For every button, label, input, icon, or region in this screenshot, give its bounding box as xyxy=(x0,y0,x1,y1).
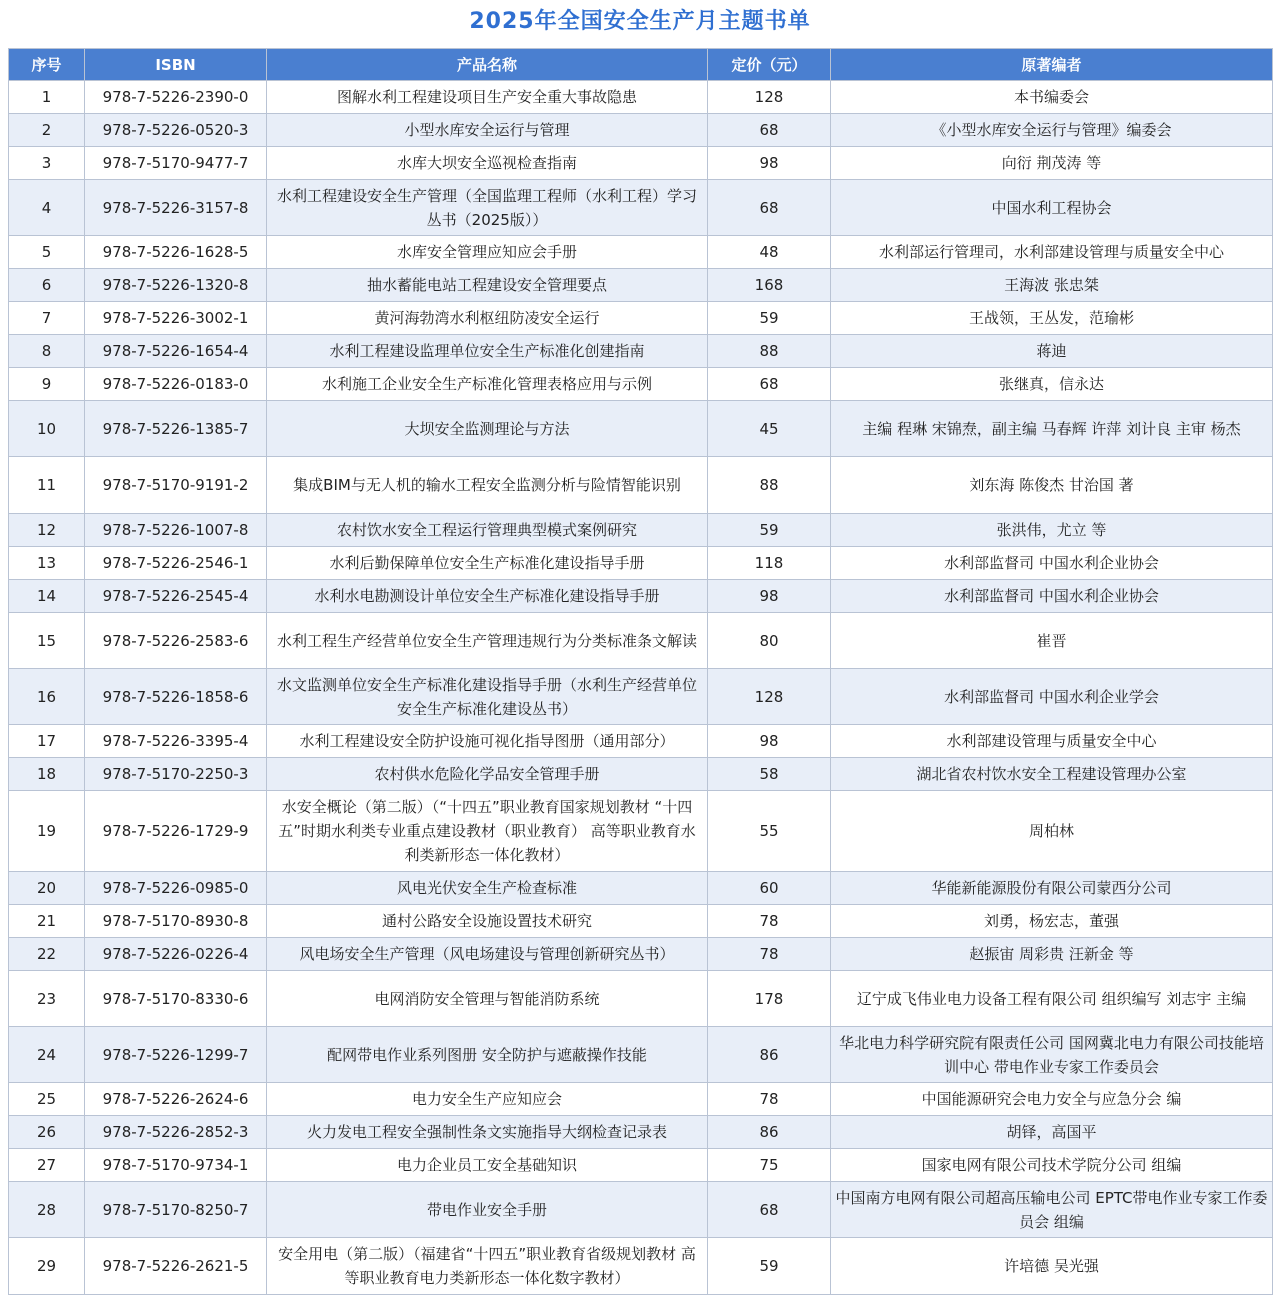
row-index: 16 xyxy=(9,669,85,725)
row-index: 24 xyxy=(9,1027,85,1083)
row-index: 17 xyxy=(9,725,85,758)
row-index: 4 xyxy=(9,180,85,236)
column-header-isbn: ISBN xyxy=(85,49,267,81)
row-isbn: 978-7-5226-1858-6 xyxy=(85,669,267,725)
row-isbn: 978-7-5226-1729-9 xyxy=(85,791,267,872)
row-author: 本书编委会 xyxy=(831,81,1273,114)
row-isbn: 978-7-5226-1007-8 xyxy=(85,514,267,547)
column-header-author: 原著编者 xyxy=(831,49,1273,81)
row-price: 68 xyxy=(708,1182,831,1238)
row-product-name: 通村公路安全设施设置技术研究 xyxy=(267,905,708,938)
row-price: 55 xyxy=(708,791,831,872)
row-product-name: 大坝安全监测理论与方法 xyxy=(267,401,708,457)
row-author: 王战领，王丛发，范瑜彬 xyxy=(831,302,1273,335)
table-row xyxy=(9,547,1273,580)
row-price: 68 xyxy=(708,114,831,147)
row-isbn: 978-7-5226-2545-4 xyxy=(85,580,267,613)
row-author: 辽宁成飞伟业电力设备工程有限公司 组织编写 刘志宇 主编 xyxy=(831,971,1273,1027)
table-header-row xyxy=(9,49,1273,81)
row-price: 59 xyxy=(708,514,831,547)
table-row xyxy=(9,1083,1273,1116)
row-price: 98 xyxy=(708,147,831,180)
row-product-name: 小型水库安全运行与管理 xyxy=(267,114,708,147)
row-price: 98 xyxy=(708,725,831,758)
row-index: 6 xyxy=(9,269,85,302)
row-author: 华能新能源股份有限公司蒙西分公司 xyxy=(831,872,1273,905)
row-index: 25 xyxy=(9,1083,85,1116)
row-author: 水利部监督司 中国水利企业学会 xyxy=(831,669,1273,725)
row-isbn: 978-7-5226-2852-3 xyxy=(85,1116,267,1149)
column-header-price: 定价（元） xyxy=(708,49,831,81)
table-row xyxy=(9,669,1273,725)
row-price: 78 xyxy=(708,938,831,971)
row-author: 周柏林 xyxy=(831,791,1273,872)
row-price: 128 xyxy=(708,669,831,725)
table-row xyxy=(9,269,1273,302)
row-author: 湖北省农村饮水安全工程建设管理办公室 xyxy=(831,758,1273,791)
table-row xyxy=(9,1238,1273,1295)
row-index: 18 xyxy=(9,758,85,791)
table-row xyxy=(9,791,1273,872)
page-title: 2025年全国安全生产月主题书单 xyxy=(469,9,811,34)
row-index: 1 xyxy=(9,81,85,114)
row-author: 崔晋 xyxy=(831,613,1273,669)
table-row xyxy=(9,114,1273,147)
row-isbn: 978-7-5170-8250-7 xyxy=(85,1182,267,1238)
table-row xyxy=(9,236,1273,269)
row-index: 26 xyxy=(9,1116,85,1149)
row-price: 80 xyxy=(708,613,831,669)
row-isbn: 978-7-5226-3157-8 xyxy=(85,180,267,236)
row-price: 128 xyxy=(708,81,831,114)
row-author: 向衍 荆茂涛 等 xyxy=(831,147,1273,180)
row-price: 86 xyxy=(708,1116,831,1149)
table-row xyxy=(9,514,1273,547)
table-row xyxy=(9,457,1273,514)
row-product-name: 电网消防安全管理与智能消防系统 xyxy=(267,971,708,1027)
table-row xyxy=(9,401,1273,457)
row-price: 78 xyxy=(708,905,831,938)
row-isbn: 978-7-5226-0985-0 xyxy=(85,872,267,905)
table-row xyxy=(9,147,1273,180)
row-isbn: 978-7-5170-9477-7 xyxy=(85,147,267,180)
row-product-name: 水利工程建设安全防护设施可视化指导图册（通用部分） xyxy=(267,725,708,758)
row-price: 68 xyxy=(708,368,831,401)
row-product-name: 风电光伏安全生产检查标准 xyxy=(267,872,708,905)
row-index: 23 xyxy=(9,971,85,1027)
row-isbn: 978-7-5226-0520-3 xyxy=(85,114,267,147)
row-author: 蒋迪 xyxy=(831,335,1273,368)
row-index: 12 xyxy=(9,514,85,547)
row-index: 3 xyxy=(9,147,85,180)
row-price: 118 xyxy=(708,547,831,580)
row-isbn: 978-7-5226-3002-1 xyxy=(85,302,267,335)
row-price: 45 xyxy=(708,401,831,457)
row-price: 48 xyxy=(708,236,831,269)
row-product-name: 水文监测单位安全生产标准化建设指导手册（水利生产经营单位安全生产标准化建设丛书） xyxy=(267,669,708,725)
row-index: 2 xyxy=(9,114,85,147)
row-product-name: 水利工程生产经营单位安全生产管理违规行为分类标准条文解读 xyxy=(267,613,708,669)
table-row xyxy=(9,872,1273,905)
row-product-name: 农村饮水安全工程运行管理典型模式案例研究 xyxy=(267,514,708,547)
row-index: 15 xyxy=(9,613,85,669)
table-row xyxy=(9,302,1273,335)
row-price: 68 xyxy=(708,180,831,236)
row-isbn: 978-7-5226-1299-7 xyxy=(85,1027,267,1083)
row-author: 主编 程琳 宋锦焘，副主编 马春辉 许萍 刘计良 主审 杨杰 xyxy=(831,401,1273,457)
row-product-name: 水库大坝安全巡视检查指南 xyxy=(267,147,708,180)
row-index: 9 xyxy=(9,368,85,401)
row-author: 水利部监督司 中国水利企业协会 xyxy=(831,580,1273,613)
row-isbn: 978-7-5226-1654-4 xyxy=(85,335,267,368)
booklist-sheet xyxy=(8,0,1272,1295)
row-author: 水利部建设管理与质量安全中心 xyxy=(831,725,1273,758)
row-price: 60 xyxy=(708,872,831,905)
table-row xyxy=(9,180,1273,236)
row-isbn: 978-7-5226-2390-0 xyxy=(85,81,267,114)
row-price: 58 xyxy=(708,758,831,791)
row-isbn: 978-7-5170-9191-2 xyxy=(85,457,267,514)
row-index: 22 xyxy=(9,938,85,971)
row-author: 张洪伟，尤立 等 xyxy=(831,514,1273,547)
row-isbn: 978-7-5226-2624-6 xyxy=(85,1083,267,1116)
row-author: 刘勇，杨宏志，董强 xyxy=(831,905,1273,938)
row-isbn: 978-7-5170-9734-1 xyxy=(85,1149,267,1182)
row-product-name: 水利后勤保障单位安全生产标准化建设指导手册 xyxy=(267,547,708,580)
row-author: 水利部运行管理司，水利部建设管理与质量安全中心 xyxy=(831,236,1273,269)
row-author: 华北电力科学研究院有限责任公司 国网冀北电力有限公司技能培训中心 带电作业专家工作委员会 xyxy=(831,1027,1273,1083)
row-product-name: 水利施工企业安全生产标准化管理表格应用与示例 xyxy=(267,368,708,401)
row-price: 98 xyxy=(708,580,831,613)
row-price: 178 xyxy=(708,971,831,1027)
row-isbn: 978-7-5226-1385-7 xyxy=(85,401,267,457)
row-author: 国家电网有限公司技术学院分公司 组编 xyxy=(831,1149,1273,1182)
table-row xyxy=(9,938,1273,971)
row-product-name: 集成BIM与无人机的输水工程安全监测分析与险情智能识别 xyxy=(267,457,708,514)
row-price: 168 xyxy=(708,269,831,302)
row-author: 《小型水库安全运行与管理》编委会 xyxy=(831,114,1273,147)
table-row xyxy=(9,1116,1273,1149)
row-isbn: 978-7-5226-2621-5 xyxy=(85,1238,267,1295)
row-author: 张继真，信永达 xyxy=(831,368,1273,401)
row-product-name: 农村供水危险化学品安全管理手册 xyxy=(267,758,708,791)
row-product-name: 水安全概论（第二版）（“十四五”职业教育国家规划教材 “十四五”时期水利类专业重点建设教材（职业教育） 高等职业教育水利类新形态一体化教材） xyxy=(267,791,708,872)
row-isbn: 978-7-5226-3395-4 xyxy=(85,725,267,758)
row-author: 水利部监督司 中国水利企业协会 xyxy=(831,547,1273,580)
row-index: 13 xyxy=(9,547,85,580)
row-isbn: 978-7-5226-1320-8 xyxy=(85,269,267,302)
row-isbn: 978-7-5226-0183-0 xyxy=(85,368,267,401)
row-product-name: 配网带电作业系列图册 安全防护与遮蔽操作技能 xyxy=(267,1027,708,1083)
row-product-name: 水库安全管理应知应会手册 xyxy=(267,236,708,269)
row-isbn: 978-7-5170-8930-8 xyxy=(85,905,267,938)
row-index: 11 xyxy=(9,457,85,514)
row-author: 中国水利工程协会 xyxy=(831,180,1273,236)
row-product-name: 电力安全生产应知应会 xyxy=(267,1083,708,1116)
row-product-name: 水利水电勘测设计单位安全生产标准化建设指导手册 xyxy=(267,580,708,613)
row-product-name: 电力企业员工安全基础知识 xyxy=(267,1149,708,1182)
row-index: 8 xyxy=(9,335,85,368)
row-author: 赵振宙 周彩贵 汪新金 等 xyxy=(831,938,1273,971)
row-product-name: 火力发电工程安全强制性条文实施指导大纲检查记录表 xyxy=(267,1116,708,1149)
table-row xyxy=(9,81,1273,114)
table-row xyxy=(9,1182,1273,1238)
table-row xyxy=(9,971,1273,1027)
row-price: 86 xyxy=(708,1027,831,1083)
row-author: 许培德 吴光强 xyxy=(831,1238,1273,1295)
row-index: 29 xyxy=(9,1238,85,1295)
row-product-name: 图解水利工程建设项目生产安全重大事故隐患 xyxy=(267,81,708,114)
row-price: 59 xyxy=(708,1238,831,1295)
row-product-name: 抽水蓄能电站工程建设安全管理要点 xyxy=(267,269,708,302)
row-product-name: 带电作业安全手册 xyxy=(267,1182,708,1238)
row-index: 28 xyxy=(9,1182,85,1238)
table-row xyxy=(9,335,1273,368)
row-index: 5 xyxy=(9,236,85,269)
table-row xyxy=(9,368,1273,401)
row-index: 19 xyxy=(9,791,85,872)
column-header-index: 序号 xyxy=(9,49,85,81)
row-isbn: 978-7-5226-1628-5 xyxy=(85,236,267,269)
row-isbn: 978-7-5226-2546-1 xyxy=(85,547,267,580)
row-product-name: 水利工程建设监理单位安全生产标准化创建指南 xyxy=(267,335,708,368)
row-product-name: 风电场安全生产管理（风电场建设与管理创新研究丛书） xyxy=(267,938,708,971)
row-index: 21 xyxy=(9,905,85,938)
table-row xyxy=(9,613,1273,669)
row-author: 中国南方电网有限公司超高压输电公司 EPTC带电作业专家工作委员会 组编 xyxy=(831,1182,1273,1238)
row-product-name: 黄河海勃湾水利枢纽防凌安全运行 xyxy=(267,302,708,335)
row-author: 胡铎，高国平 xyxy=(831,1116,1273,1149)
row-price: 88 xyxy=(708,335,831,368)
row-index: 20 xyxy=(9,872,85,905)
row-index: 27 xyxy=(9,1149,85,1182)
table-row xyxy=(9,1149,1273,1182)
row-isbn: 978-7-5170-8330-6 xyxy=(85,971,267,1027)
table-row xyxy=(9,1027,1273,1083)
booklist-table xyxy=(8,48,1273,1295)
row-product-name: 安全用电（第二版）（福建省“十四五”职业教育省级规划教材 高等职业教育电力类新形态一体化数字教材） xyxy=(267,1238,708,1295)
table-row xyxy=(9,725,1273,758)
row-price: 75 xyxy=(708,1149,831,1182)
table-row xyxy=(9,580,1273,613)
row-price: 78 xyxy=(708,1083,831,1116)
table-row xyxy=(9,758,1273,791)
column-header-product-name: 产品名称 xyxy=(267,49,708,81)
table-row xyxy=(9,905,1273,938)
row-author: 王海波 张忠桀 xyxy=(831,269,1273,302)
row-index: 7 xyxy=(9,302,85,335)
row-price: 59 xyxy=(708,302,831,335)
row-isbn: 978-7-5226-0226-4 xyxy=(85,938,267,971)
row-isbn: 978-7-5226-2583-6 xyxy=(85,613,267,669)
row-price: 88 xyxy=(708,457,831,514)
row-index: 10 xyxy=(9,401,85,457)
row-product-name: 水利工程建设安全生产管理（全国监理工程师（水利工程）学习丛书（2025版）） xyxy=(267,180,708,236)
row-index: 14 xyxy=(9,580,85,613)
row-author: 刘东海 陈俊杰 甘治国 著 xyxy=(831,457,1273,514)
row-isbn: 978-7-5170-2250-3 xyxy=(85,758,267,791)
row-author: 中国能源研究会电力安全与应急分会 编 xyxy=(831,1083,1273,1116)
